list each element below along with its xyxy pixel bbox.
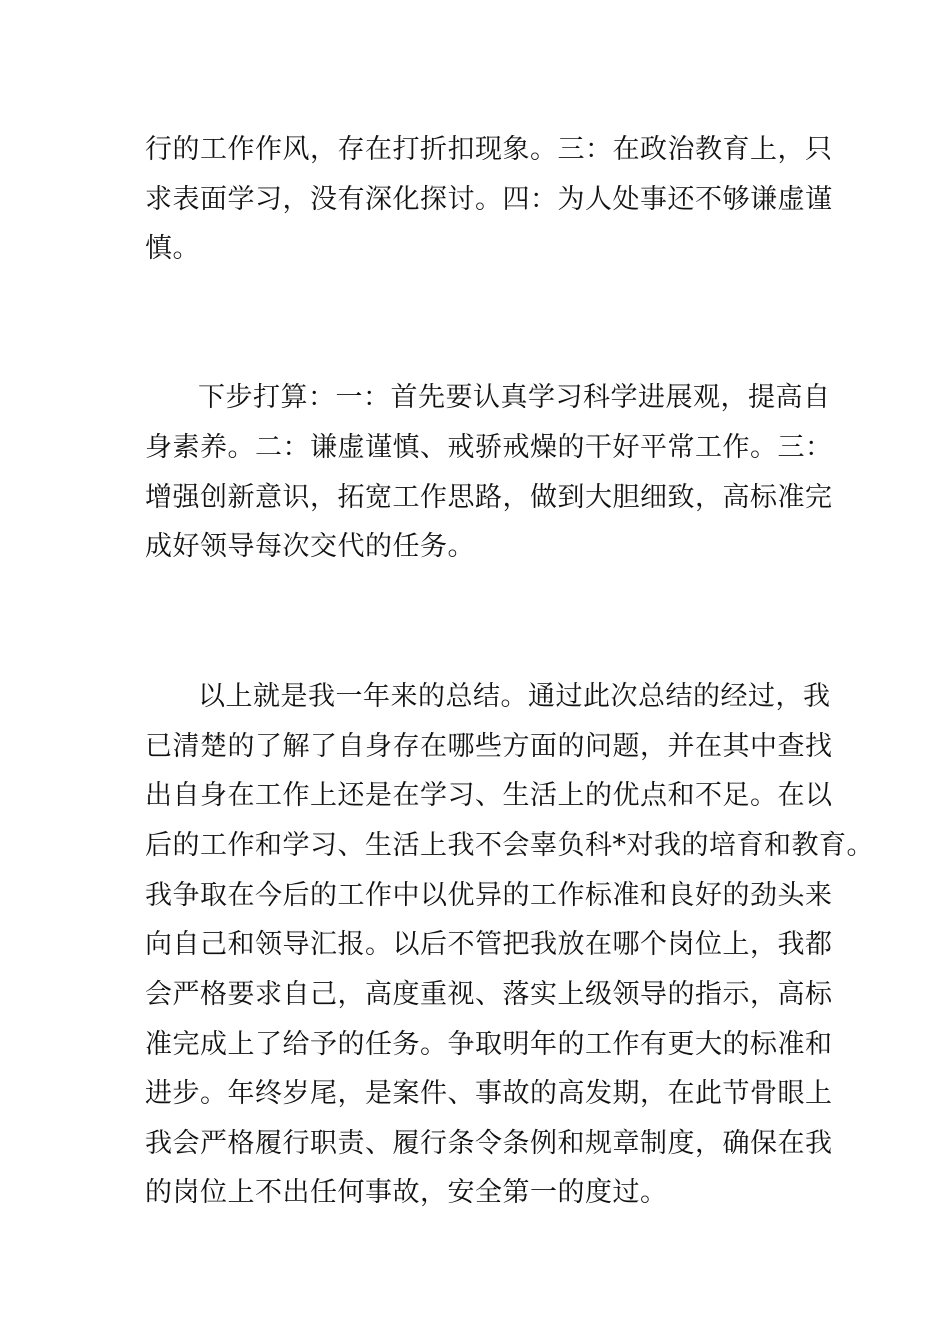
paragraph-line: 进步。年终岁尾，是案件、事故的高发期，在此节骨眼上 (145, 1078, 833, 1109)
paragraph-line: 会严格要求自己，高度重视、落实上级领导的指示，高标 (145, 979, 833, 1010)
paragraph-line: 行的工作作风，存在打折扣现象。三：在政治教育上，只 (145, 134, 833, 165)
paragraph-line: 的岗位上不出任何事故，安全第一的度过。 (145, 1177, 668, 1208)
paragraph-line: 我会严格履行职责、履行条令条例和规章制度，确保在我 (145, 1128, 833, 1159)
paragraph-line: 我争取在今后的工作中以优异的工作标准和良好的劲头来 (145, 880, 833, 911)
paragraph-line: 已清楚的了解了自身存在哪些方面的问题，并在其中查找 (145, 731, 833, 762)
paragraph-line: 以上就是我一年来的总结。通过此次总结的经过，我 (198, 681, 831, 712)
paragraph-line: 出自身在工作上还是在学习、生活上的优点和不足。在以 (145, 780, 833, 811)
paragraph-line: 后的工作和学习、生活上我不会辜负科*对我的培育和教育。 (145, 830, 874, 861)
paragraph-line: 成好领导每次交代的任务。 (145, 531, 475, 562)
paragraph-line: 下步打算：一：首先要认真学习科学进展观，提高自 (198, 382, 831, 413)
paragraph-line: 慎。 (145, 233, 200, 264)
paragraph-line: 向自己和领导汇报。以后不管把我放在哪个岗位上，我都 (145, 929, 833, 960)
paragraph-line: 增强创新意识，拓宽工作思路，做到大胆细致，高标准完 (145, 482, 833, 513)
paragraph-line: 求表面学习，没有深化探讨。四：为人处事还不够谦虚谨 (145, 184, 833, 215)
paragraph-line: 身素养。二：谦虚谨慎、戒骄戒燥的干好平常工作。三： (145, 432, 833, 463)
paragraph-line: 准完成上了给予的任务。争取明年的工作有更大的标准和 (145, 1029, 833, 1060)
